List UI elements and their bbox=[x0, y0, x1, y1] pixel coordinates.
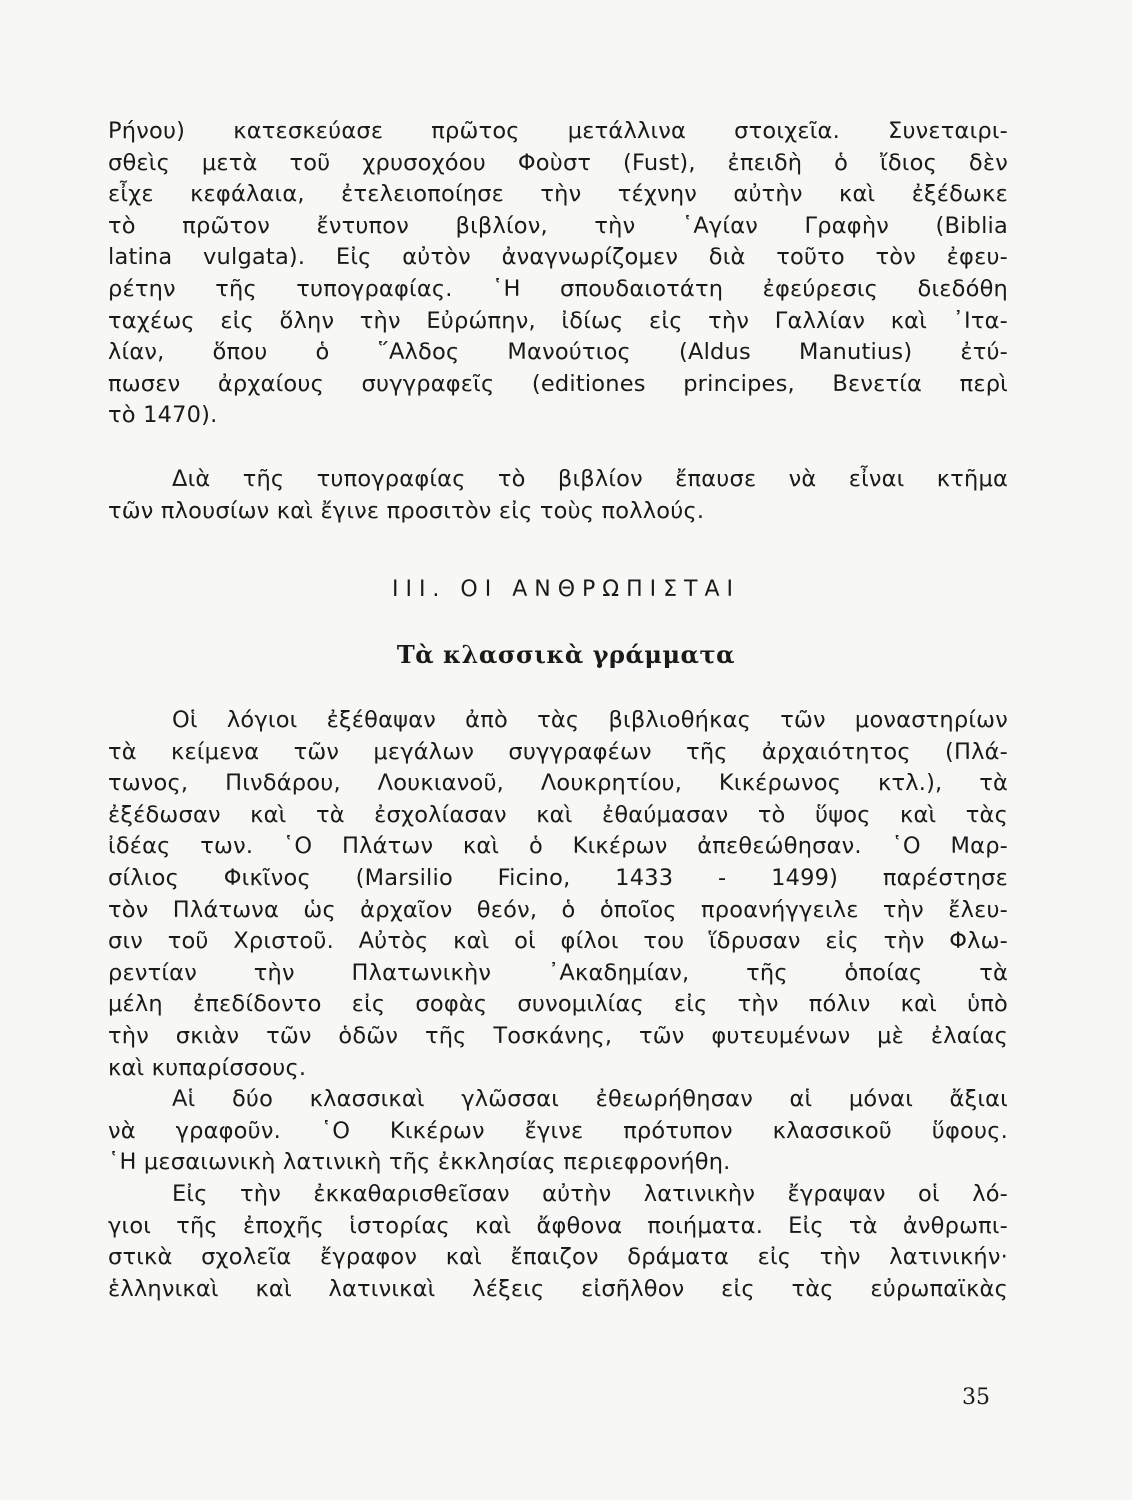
text-line: Διὰ τῆς τυπογραφίας τὸ βιβλίον ἔπαυσε νὰ εἶναι κτῆμα bbox=[172, 466, 1008, 492]
text-line: μέλη ἐπεδίδοντο εἰς σοφὰς συνομιλίας εἰς τὴν πόλιν καὶ ὑπὸ bbox=[108, 991, 1008, 1018]
text-line: Αἱ δύο κλασσικαὶ γλῶσσαι ἐθεωρήθησαν αἱ μόναι ἄξιαι bbox=[172, 1086, 1008, 1112]
text-line: ρεντίαν τὴν Πλατωνικὴν ᾿Ακαδημίαν, τῆς ὁποίας τὰ bbox=[108, 959, 1008, 986]
text-line: τωνος, Πινδάρου, Λουκιανοῦ, Λουκρητίου, Κικέρωνος κτλ.), τὰ bbox=[108, 770, 1008, 797]
text-line: τὸν Πλάτωνα ὡς ἀρχαῖον θεόν, ὁ ὁποῖος προανήγγειλε τὴν ἔλευ- bbox=[108, 896, 1008, 923]
text-line: πωσεν ἀρχαίους συγγραφεῖς (editiones principes, Βενετία περὶ bbox=[108, 370, 1008, 397]
text-line: σθεὶς μετὰ τοῦ χρυσοχόου Φοὺστ (Fust), ἐπειδὴ ὁ ἴδιος δὲν bbox=[108, 149, 1008, 176]
text-line: ἑλληνικαὶ καὶ λατινικαὶ λέξεις εἰσῆλθον εἰς τὰς εὐρωπαϊκὰς bbox=[108, 1275, 1008, 1302]
text-line: τῶν πλουσίων καὶ ἔγινε προσιτὸν εἰς τοὺς πολλούς. bbox=[108, 497, 705, 524]
paragraph-printing-impact bbox=[108, 464, 1008, 527]
text-line: ἐξέδωσαν καὶ τὰ ἐσχολίασαν καὶ ἐθαύμασαν τὸ ὕψος καὶ τὰς bbox=[108, 801, 1008, 828]
text-line: τὸ 1470). bbox=[108, 402, 218, 429]
paragraph-latin-writing bbox=[108, 1179, 1008, 1305]
page-number: 35 bbox=[962, 1385, 990, 1410]
text-line: τὴν σκιὰν τῶν ὁδῶν τῆς Τοσκάνης, τῶν φυτευμένων μὲ ἐλαίας bbox=[108, 1022, 1008, 1049]
text-line: λίαν, ὅπου ὁ ῞Αλδος Μανούτιος (Aldus Manutius) ἐτύ- bbox=[108, 339, 1008, 366]
text-line: τὸ πρῶτον ἔντυπον βιβλίον, τὴν ῾Αγίαν Γραφὴν (Biblia bbox=[108, 212, 1008, 239]
text-line: σίλιος Φικῖνος (Marsilio Ficino, 1433 - 1499) παρέστησε bbox=[108, 864, 1008, 891]
text-line: τὰ κείμενα τῶν μεγάλων συγγραφέων τῆς ἀρχαιότητος (Πλά- bbox=[108, 738, 1008, 765]
text-line: Ρήνου) κατεσκεύασε πρῶτος μετάλλινα στοιχεῖα. Συνεταιρι- bbox=[108, 118, 1008, 144]
text-line: σιν τοῦ Χριστοῦ. Αὐτὸς καὶ οἱ φίλοι του ἵδρυσαν εἰς τὴν Φλω- bbox=[108, 928, 1008, 955]
text-line: ῾Η μεσαιωνικὴ λατινικὴ τῆς ἐκκλησίας περιεφρονήθη. bbox=[108, 1149, 731, 1176]
text-line: ρέτην τῆς τυπογραφίας. ῾Η σπουδαιοτάτη ἐφεύρεσις διεδόθη bbox=[108, 275, 1008, 302]
text-line: καὶ κυπαρίσσους. bbox=[108, 1054, 307, 1081]
text-line: Εἰς τὴν ἐκκαθαρισθεῖσαν αὐτὴν λατινικὴν ἔγραψαν οἱ λό- bbox=[172, 1181, 1008, 1207]
text-line: Οἱ λόγιοι ἐξέθαψαν ἀπὸ τὰς βιβλιοθήκας τῶν μοναστηρίων bbox=[172, 707, 1008, 733]
text-line: εἶχε κεφάλαια, ἐτελειοποίησε τὴν τέχνην αὐτὴν καὶ ἐξέδωκε bbox=[108, 181, 1008, 208]
section-subheading: Τὰ κλασσικὰ γράμματα bbox=[396, 640, 736, 669]
text-line: νὰ γραφοῦν. ῾Ο Κικέρων ἔγινε πρότυπον κλασσικοῦ ὕφους. bbox=[108, 1117, 1008, 1144]
paragraph-printing-history bbox=[108, 116, 1008, 432]
text-line: στικὰ σχολεῖα ἔγραφον καὶ ἔπαιζον δράματα εἰς τὴν λατινικήν· bbox=[108, 1244, 1008, 1271]
paragraph-classical-languages bbox=[108, 1084, 1008, 1179]
section-heading: III. ΟΙ ΑΝΘΡΩΠΙΣΤΑΙ bbox=[391, 577, 741, 602]
text-line: ταχέως εἰς ὅλην τὴν Εὐρώπην, ἰδίως εἰς τὴν Γαλλίαν καὶ ᾿Ιτα- bbox=[108, 307, 1008, 334]
paragraph-humanists bbox=[108, 705, 1008, 1084]
text-line: γιοι τῆς ἐποχῆς ἱστορίας καὶ ἄφθονα ποιήματα. Εἰς τὰ ἀνθρωπι- bbox=[108, 1212, 1008, 1239]
text-line: latina vulgata). Εἰς αὐτὸν ἀναγνωρίζομεν διὰ τοῦτο τὸν ἐφευ- bbox=[108, 244, 1008, 271]
text-line: ἰδέας των. ῾Ο Πλάτων καὶ ὁ Κικέρων ἀπεθεώθησαν. ῾Ο Μαρ- bbox=[108, 833, 1008, 860]
